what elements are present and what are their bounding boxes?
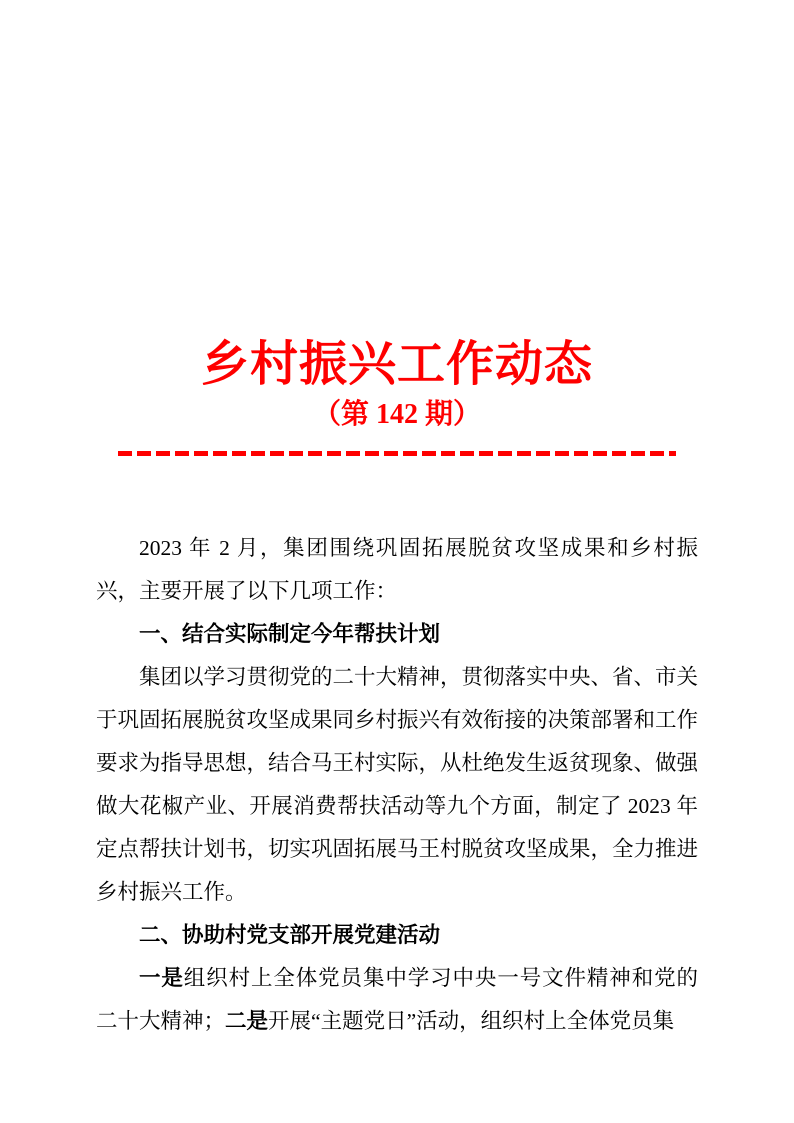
text-run: 组织村上全体党员集中学习中央一号文件精神和党的二十大精神； [96,966,698,1033]
red-dashed-divider [118,451,676,456]
text-run: 集团以学习贯彻党的二十大精神，贯彻落实中央、省、市关于巩固拓展脱贫攻坚成果同乡村振兴有效衔接的决策部署和工作要求为指导思想，结合马王村实际，从杜绝发生返贫现象、做强做大花椒产业、开展消费帮扶活动等九个方面，制定了 2023 年定点帮扶计划书，切实巩固拓展马王村脱贫攻坚成果，全力推进乡村振兴工作。 [96,665,699,904]
body-paragraph [96,656,698,914]
text-run: 二是 [225,1009,269,1033]
document-body [96,527,698,1043]
body-paragraph [96,527,698,613]
issue-number: （第 142 期） [312,399,481,430]
document-header [0,0,794,456]
text-run: 一、结合实际制定今年帮扶计划 [139,622,441,646]
body-paragraph [96,957,698,1043]
section-heading [96,613,698,656]
text-run: 2023 年 2 月，集团围绕巩固拓展脱贫攻坚成果和乡村振兴，主要开展了以下几项工作： [96,536,698,603]
text-run: 一是 [139,966,184,990]
text-run: 二、协助村党支部开展党建活动 [139,923,441,947]
section-heading [96,914,698,957]
text-run: 开展“主题党日”活动，组织村上全体党员集 [268,1009,675,1033]
document-title: 乡村振兴工作动态 [200,338,593,391]
